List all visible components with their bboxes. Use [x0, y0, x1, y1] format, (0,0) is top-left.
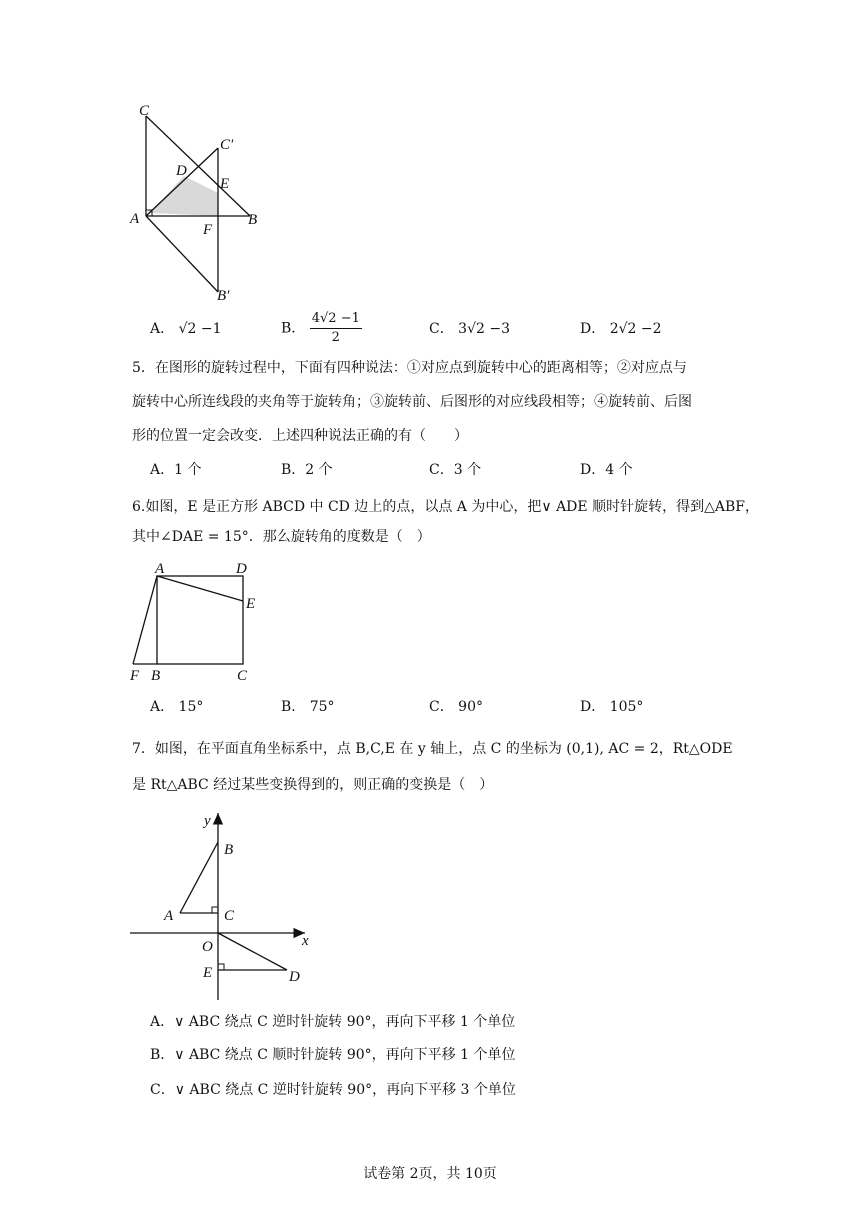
page-footer: 试卷第 2页，共 10页 [363, 1166, 497, 1182]
label-A: A [130, 211, 140, 227]
q5-option-d[interactable]: D．4 个 [580, 462, 633, 478]
label-D: D [289, 969, 300, 985]
label-E: E [220, 176, 230, 192]
q6-line-2: 其中∠DAE = 15°．那么旋转角的度数是（ ） [132, 529, 431, 545]
q7-figure [125, 805, 325, 1005]
label-A: A [164, 908, 174, 924]
option-letter: A． [150, 321, 175, 337]
option-letter: B． [281, 320, 306, 337]
fraction [310, 310, 362, 347]
q7-option-a[interactable]: A．∨ ABC 绕点 C 逆时针旋转 90°，再向下平移 1 个单位 [150, 1014, 516, 1030]
option-text: √2 −1 [178, 321, 222, 337]
q7-option-b[interactable]: B．∨ ABC 绕点 C 顺时针旋转 90°，再向下平移 1 个单位 [150, 1047, 516, 1063]
shaded-region [150, 176, 218, 216]
option-letter: C． [429, 321, 454, 337]
q4-option-b[interactable] [281, 310, 362, 347]
q6-line-1: 6.如图，E 是正方形 ABCD 中 CD 边上的点，以点 A 为中心，把∨ ADE 顺时针旋转，得到△ABF， [132, 499, 759, 515]
q4-option-d[interactable] [580, 319, 662, 339]
label-C-prime: C′ [220, 137, 234, 153]
label-A: A [155, 561, 165, 577]
q6-option-b[interactable]: B． 75° [281, 699, 335, 715]
label-D: D [176, 163, 187, 179]
label-O: O [202, 939, 213, 955]
q5-option-b[interactable]: B．2 个 [281, 462, 333, 478]
q6-figure [125, 558, 275, 688]
label-C: C [224, 908, 235, 924]
fraction-denominator: 2 [331, 330, 340, 345]
label-E: E [203, 965, 213, 981]
option-text: 3√2 −3 [458, 321, 510, 337]
q4-option-a[interactable] [150, 319, 222, 339]
fraction-numerator: 4√2 −1 [310, 310, 362, 329]
label-E: E [246, 596, 256, 612]
label-D: D [236, 561, 247, 577]
option-letter: D． [580, 321, 606, 337]
q6-option-c[interactable]: C． 90° [429, 699, 483, 715]
label-B: B [151, 668, 161, 684]
q4-figure [125, 95, 275, 310]
q4-option-c[interactable] [429, 319, 510, 339]
label-x: x [302, 933, 309, 949]
label-F: F [203, 222, 213, 238]
q5-option-a[interactable]: A．1 个 [150, 462, 202, 478]
label-C: C [139, 103, 150, 119]
label-B: B [224, 842, 234, 858]
option-text: 2√2 −2 [609, 321, 662, 337]
label-B-prime: B′ [217, 288, 230, 304]
q6-option-a[interactable]: A． 15° [150, 699, 204, 715]
q5-line-2: 旋转中心所连线段的夹角等于旋转角；③旋转前、后图形的对应线段相等；④旋转前、后图 [132, 394, 692, 410]
q5-line-1: 5．在图形的旋转过程中，下面有四种说法：①对应点到旋转中心的距离相等；②对应点与 [132, 360, 687, 376]
label-B: B [248, 212, 258, 228]
q7-option-c[interactable]: C．∨ ABC 绕点 C 逆时针旋转 90°，再向下平移 3 个单位 [150, 1082, 516, 1098]
label-y: y [204, 813, 211, 829]
q6-option-d[interactable]: D． 105° [580, 699, 644, 715]
q5-option-c[interactable]: C．3 个 [429, 462, 482, 478]
label-F: F [130, 668, 140, 684]
q7-line-1: 7．如图，在平面直角坐标系中，点 B,C,E 在 y 轴上，点 C 的坐标为 (0,1), AC = 2，Rt△ODE [132, 741, 733, 757]
q5-line-3: 形的位置一定会改变．上述四种说法正确的有（ ） [132, 428, 468, 444]
q7-line-2: 是 Rt△ABC 经过某些变换得到的，则正确的变换是（ ） [132, 777, 494, 793]
label-C: C [237, 668, 248, 684]
